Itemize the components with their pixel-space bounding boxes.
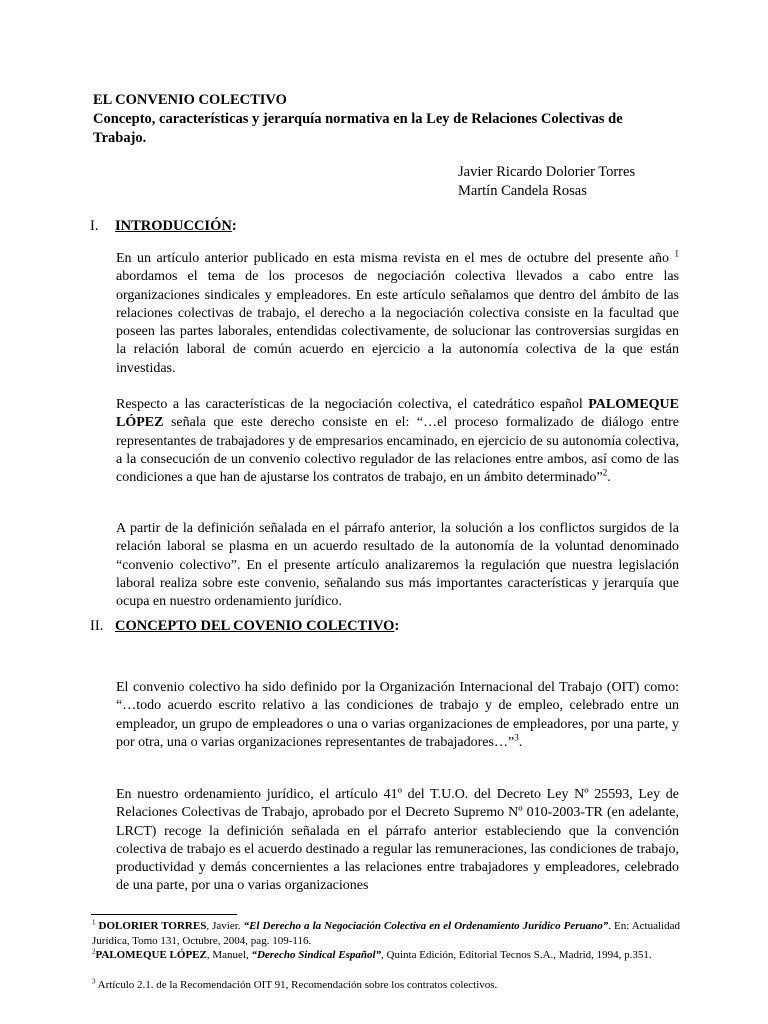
paragraph [116, 679, 679, 752]
document-subtitle: Concepto, características y jerarquía normativa en la Ley de Relaciones Colectivas de Trabajo. [93, 111, 623, 146]
paragraph-text: . [607, 470, 611, 486]
document-title: EL CONVENIO COLECTIVO [93, 92, 287, 108]
footnote-title: “Derecho Sindical Español” [251, 949, 382, 961]
footnote-mark: 2 [92, 947, 96, 956]
paragraph-text: abordamos el tema de los procesos de negociación colectiva llevados a cabo entre las organizaciones sindicales y empleadores. En este artículo señalamos que dentro del ámbito de las relaciones colectivas de trabajo, el derecho a la negociación colectiva consiste en la facultad que poseen las partes laborales, entendidas colectivamente, de solucionar las controversias surgidas en la relación laboral de común acuerdo en ejercicio a la autonomía colectiva de la que están investidas. [116, 269, 679, 376]
footnote-ref: 1 [674, 248, 679, 259]
footnote-title: “El Derecho a la Negociación Colectiva en el Ordenamiento Jurídico Peruano” [243, 920, 609, 932]
section-heading-colon: : [231, 218, 237, 234]
footnote-ref: 3 [514, 732, 519, 743]
footnote-separator [91, 914, 237, 915]
paragraph-text: . [518, 734, 523, 750]
footnote-author: DOLORIER TORRES [98, 920, 207, 932]
footnote-mark: 1 [92, 918, 96, 927]
paragraph: A partir de la definición señalada en el párrafo anterior, la solución a los conflictos surgidos de la relación laboral se plasma en un acuerdo resultado de la autonomía de la voluntad denominado “convenio colectivo”. En el presente artículo analizaremos la regulación que nuestra legislación laboral realiza sobre este convenio, señalando sus más importantes características y jerarquía que ocupa en nuestro ordenamiento jurídico. [116, 521, 679, 610]
paragraph-text: El convenio colectivo ha sido definido por la Organización Internacional del Trabajo (OIT) como: “…todo acuerdo escrito relativo a las condiciones de trabajo y de empleo, celebrado entre un empleador, un grupo de empleadores o una o varias organizaciones de empleadores, por una parte, y por otra, una o varias organizaciones representantes de trabajadores…” [116, 680, 679, 750]
author-name: Javier Ricardo Dolorier Torres [458, 164, 636, 180]
footnote-text: , Javier. [206, 920, 244, 932]
paragraph-text: En un artículo anterior publicado en esta misma revista en el mes de octubre del presente año [116, 251, 675, 266]
footnote [92, 948, 680, 963]
section-heading-concepto [90, 617, 399, 635]
section-number: I. [90, 218, 99, 234]
paragraph-text: Respecto a las características de la negociación colectiva, el catedrático español [116, 397, 589, 412]
footnote-text: . En: Actualidad Jurídica, Tomo 131, Octubre, 2004, pag. 109-116. [92, 920, 680, 947]
author-name: Martín Candela Rosas [458, 183, 587, 199]
footnote-ref: 2 [602, 467, 608, 478]
paragraph-text: señala que este derecho consiste en el: “…el proceso formalizado de diálogo entre representantes de trabajadores y de empresarios encaminado, en ejercicio de su autonomía colectiva, a la consecución de un convenio colectivo regulador de las relaciones entre ambos, así como de las condiciones a que han de ajustarse los contratos de trabajo, en un ámbito determinado” [116, 415, 679, 486]
section-heading-introduccion [90, 217, 237, 235]
author-name-bold: PALOMEQUE LÓPEZ [116, 397, 679, 431]
footnote [92, 978, 680, 993]
paragraph [116, 250, 679, 378]
footnote [92, 919, 680, 948]
footnote-text: , Manuel, [206, 949, 252, 961]
paragraph [116, 396, 679, 487]
footnote-mark: 3 [92, 977, 96, 986]
section-heading-colon: : [394, 618, 400, 634]
section-heading-text: INTRODUCCIÓN [115, 218, 232, 234]
section-number: II. [90, 618, 104, 634]
footnote-text: Artículo 2.1. de la Recomendación OIT 91, Recomendación sobre los contratos colectivos. [95, 979, 498, 991]
footnote-author: PALOMEQUE LÓPEZ [95, 949, 207, 961]
paragraph: En nuestro ordenamiento jurídico, el artículo 41º del T.U.O. del Decreto Ley Nº 25593, Ley de Relaciones Colectivas de Trabajo, aprobado por el Decreto Supremo Nº 010-2003-TR (en adelante, LRCT) recoge la definición señalada en el párrafo anterior estableciendo que la convención colectiva de trabajo es el acuerdo destinado a regular las remuneraciones, las condiciones de trabajo, productividad y demás concernientes a las relaciones entre trabajadores y empleadores, celebrado de una parte, por una o varias organizaciones [116, 787, 679, 894]
section-heading-text: CONCEPTO DEL COVENIO COLECTIVO [115, 618, 395, 634]
footnote-text: , Quinta Edición, Editorial Tecnos S.A., Madrid, 1994, p.351. [381, 949, 652, 961]
authors-block [458, 163, 635, 201]
